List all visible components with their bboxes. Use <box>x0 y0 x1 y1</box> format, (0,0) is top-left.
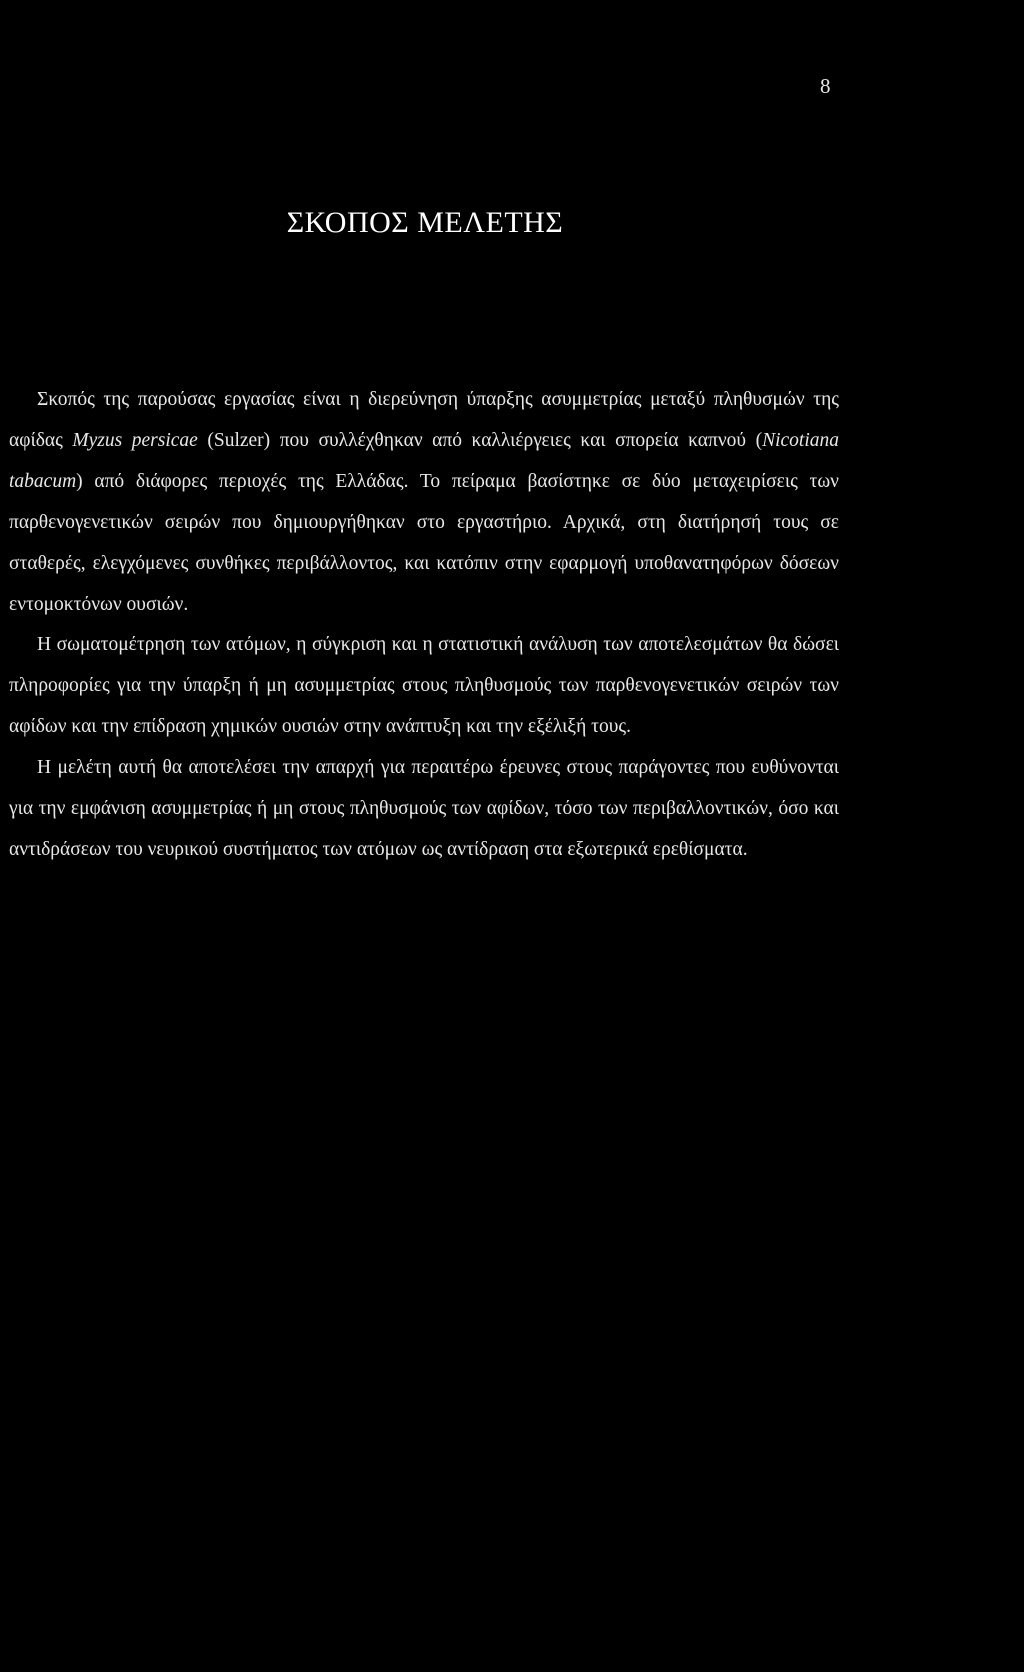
body-text <box>9 380 839 871</box>
paragraph-1-text-c: ) από διάφορες περιοχές της Ελλάδας. Το πείραμα βασίστηκε σε δύο μεταχειρίσεις των παρθενογενετικών σειρών που δημιουργήθηκαν στο εργαστήριο. Αρχικά, στη διατήρησή τους σε σταθερές, ελεγχόμενες συνθήκες περιβάλλοντος, και κατόπιν στην εφαρμογή υποθανατηφόρων δόσεων εντομοκτόνων ουσιών. <box>9 470 839 615</box>
paragraph-1 <box>9 380 839 625</box>
species-name-italic: Myzus persicae <box>72 429 198 451</box>
paragraph-1-text-b: (Sulzer) που συλλέχθηκαν από καλλιέργειες και σπορεία καπνού ( <box>197 429 763 451</box>
paragraph-3: Η μελέτη αυτή θα αποτελέσει την απαρχή για περαιτέρω έρευνες στους παράγοντες που ευθύνονται για την εμφάνιση ασυμμετρίας ή μη στους πληθυσμούς των αφίδων, τόσο των περιβαλλοντικών, όσο και αντιδράσεων του νευρικού συστήματος των ατόμων ως αντίδραση στα εξωτερικά ερεθίσματα. <box>9 757 839 860</box>
paragraph-1-text-a: Σκοπός της παρούσας εργασίας είναι η διερεύνηση ύπαρξης ασυμμετρίας μεταξύ πληθυσμών της αφίδας <box>9 389 839 451</box>
page-number: 8 <box>820 74 831 98</box>
paragraph-2: Η σωματομέτρηση των ατόμων, η σύγκριση και η στατιστική ανάλυση των αποτελεσμάτων θα δώσει πληροφορίες για την ύπαρξη ή μη ασυμμετρίας στους πληθυσμούς των παρθενογενετικών σειρών των αφίδων και την επίδραση χημικών ουσιών στην ανάπτυξη και την εξέλιξή τους. <box>9 634 839 738</box>
page-title: ΣΚΟΠΟΣ ΜΕΛΕΤΗΣ <box>286 206 564 239</box>
plant-name-italic: Nicotiana tabacum <box>9 429 839 492</box>
